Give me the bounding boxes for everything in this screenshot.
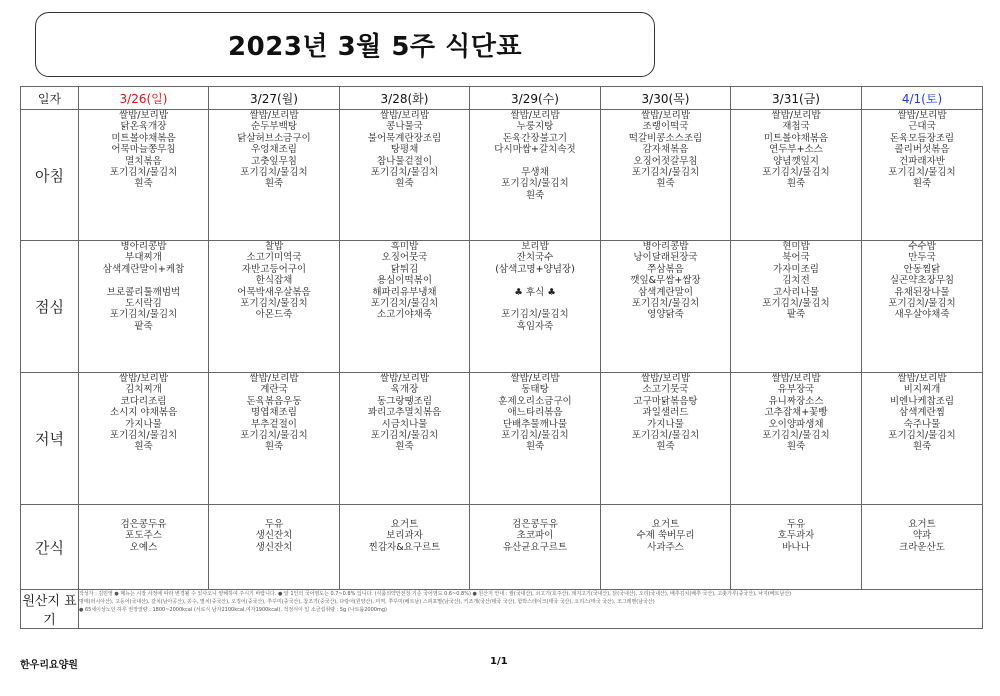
menu-item: 쌀밥/보리밥 [379, 373, 430, 384]
menu-item: 흰죽 [912, 178, 932, 190]
menu-item: 김치찌개 [125, 384, 162, 396]
menu-item: 명엽채조림 [251, 407, 297, 419]
menu-item: 영양닭죽 [647, 309, 684, 321]
origin-line: ● 65세이상노인 하루 권장열량 : 1800~2000kcal (서로식 남자2100kcal,여자1900kcal), 적정식이 일 소금섭취량 : 5g (나트륨2000mg) [79, 607, 387, 613]
snack-row [21, 505, 983, 590]
menu-item: 포도주스 [125, 530, 162, 542]
menu-item: 꽈리고추멸치볶음 [367, 407, 442, 419]
menu-item: 양념깻잎지 [773, 155, 819, 167]
morning-cell [340, 110, 470, 241]
menu-item: 쌀밥/보리밥 [379, 110, 430, 121]
menu-item: 단배추물깨나물 [502, 418, 568, 430]
menu-item: 포기김치/물김치 [501, 309, 569, 321]
dinner-cell [601, 373, 731, 505]
title-box [35, 12, 655, 77]
menu-item: 흰죽 [912, 441, 932, 453]
menu-item: 유부장국 [777, 384, 815, 396]
menu-item: 동태탕 [521, 384, 549, 396]
menu-item: 요거트 [908, 519, 936, 530]
menu-item: 쌀밥/보리밥 [771, 373, 821, 384]
menu-item: 호두과자 [777, 530, 815, 542]
menu-item: 검은콩두유 [120, 519, 167, 530]
menu-item: 닭온육개장 [120, 121, 167, 133]
menu-item: 쌀밥/보리밥 [118, 373, 169, 384]
menu-item: 해파리유부냉채 [372, 286, 437, 298]
dinner-cell [79, 373, 209, 505]
menu-item: 오이양파생채 [768, 418, 824, 430]
menu-item: 쌀밥/보리밥 [771, 110, 821, 121]
menu-item: 고구마닭볶음탕 [633, 395, 698, 407]
menu-item: 흰죽 [264, 178, 284, 190]
morning-cell [470, 110, 601, 241]
menu-item: 보리과자 [386, 530, 423, 542]
menu-item: 북어국 [782, 252, 810, 264]
menu-item: 삼색계란말이 [637, 286, 694, 298]
menu-item: 흰죽 [395, 178, 414, 190]
menu-item: 병아리콩밥 [120, 241, 167, 252]
menu-item: 쌀밥/보리밥 [510, 373, 560, 384]
menu-item: 흰죽 [134, 178, 153, 190]
menu-item: 과일샐러드 [642, 407, 689, 419]
menu-item: 고추잡채+꽃빵 [764, 407, 828, 419]
menu-item: 고춧잎무침 [251, 155, 297, 167]
menu-item: 부추겉절이 [251, 418, 297, 430]
lunch-row [21, 241, 983, 373]
menu-item: 요거트 [651, 519, 680, 530]
menu-item: 부대찌개 [125, 252, 162, 264]
menu-item: 쌀밥/보리밥 [897, 373, 947, 384]
menu-item: 포기김치/물김치 [888, 167, 956, 179]
menu-item: 오예스 [129, 541, 158, 553]
menu-item: 흰죽 [264, 441, 284, 453]
snack-cell [470, 505, 601, 590]
menu-item: 잔치국수 [516, 252, 554, 264]
menu-item: 감자채볶음 [642, 144, 689, 156]
menu-item: 조랭이떡국 [642, 121, 689, 133]
menu-item: 생신잔치 [255, 541, 293, 553]
menu-item: 크라운산도 [899, 541, 945, 553]
menu-item: 요거트 [390, 519, 419, 530]
dinner-cell [209, 373, 340, 505]
menu-item: 돈육모듬장조림 [889, 132, 955, 144]
day-header: 3/31(금) [731, 87, 862, 110]
menu-item: 건파래자반 [899, 155, 945, 167]
menu-item: 수제 쑥버무리 [636, 530, 695, 542]
morning-cell [601, 110, 731, 241]
menu-item: 소고기뭇국 [642, 384, 689, 396]
row-label-dinner: 저녁 [21, 373, 79, 505]
menu-item: 시금치나물 [381, 418, 428, 430]
origin-label: 원산지 표기 [21, 590, 79, 629]
menu-item: 훈제오리소금구이 [498, 395, 572, 407]
dinner-cell [340, 373, 470, 505]
menu-item: 숙주나물 [903, 418, 941, 430]
snack-cell [731, 505, 862, 590]
lunch-cell [209, 241, 340, 373]
menu-item: 오징어젓갈무침 [633, 155, 698, 167]
snack-cell [209, 505, 340, 590]
menu-item: 포기김치/물김치 [240, 430, 308, 442]
menu-item: 포기김치/물김치 [240, 167, 308, 179]
day-header: 3/28(화) [340, 87, 470, 110]
menu-item: 누룽지탕 [516, 121, 554, 133]
menu-item: 재첩국 [782, 121, 810, 133]
origin-line: 명태(러시아산), 고등어(국내산), 갈치(남아공산), 꽁수, 멸치(중국산), 오징어(중국산), 쭈꾸미(중국산), 참조기(중국산), 다랑어(원양산), 미역, 쭈꾸미(베트남) 스피포멸(남국산), 키조개(국산/태국 국산), 함박스테이크(태국 국산), 오리스(태국 국산), 조그레멘(남국산) [79, 599, 655, 605]
menu-item: 검은콩두유 [512, 519, 558, 530]
menu-item: 두유 [264, 519, 284, 530]
menu-item: 흑미밥 [390, 241, 419, 252]
morning-cell [79, 110, 209, 241]
menu-item: 가자미조림 [773, 263, 819, 275]
menu-item: 포기김치/물김치 [762, 430, 830, 442]
header-row [21, 87, 983, 110]
menu-item: 아몬드죽 [255, 309, 293, 321]
menu-item: 포기김치/물김치 [109, 430, 178, 442]
menu-item: 쌀밥/보리밥 [510, 110, 560, 121]
menu-item: 쌀밥/보리밥 [249, 110, 299, 121]
menu-item: 계란국 [260, 384, 288, 396]
dinner-cell [470, 373, 601, 505]
menu-item: 도시락김 [125, 298, 162, 310]
menu-item: 소시지 야채볶음 [109, 407, 178, 419]
menu-item: 가지나물 [125, 418, 162, 430]
menu-item: 쌀밥/보리밥 [118, 110, 169, 121]
menu-item: 포기김치/물김치 [762, 298, 830, 310]
menu-item: 비엔나케찹조림 [889, 395, 955, 407]
menu-item: 비지찌개 [903, 384, 941, 396]
footer-org: 한우리요양원 [20, 660, 78, 671]
menu-item: 새우살야채죽 [894, 309, 950, 321]
menu-item: 흰죽 [786, 441, 806, 453]
menu-item: 애느타리볶음 [507, 407, 563, 419]
dinner-row [21, 373, 983, 505]
menu-item: 자반고등어구이 [241, 263, 307, 275]
menu-item: 포기김치/물김치 [501, 178, 569, 190]
menu-item: 포기김치/물김치 [370, 167, 439, 179]
date-header-label: 일자 [21, 87, 79, 110]
menu-item: 실곤약초장무침 [889, 275, 955, 287]
row-label-lunch: 점심 [21, 241, 79, 373]
dinner-cell [862, 373, 983, 505]
menu-item: 현미밥 [782, 241, 810, 252]
menu-item: 미트볼야채볶음 [111, 132, 176, 144]
menu-item: 다시마쌈+갈치속젓 [494, 144, 576, 156]
menu-item: 병아리콩밥 [642, 241, 689, 252]
menu-item: 쌀밥/보리밥 [640, 110, 691, 121]
morning-cell [209, 110, 340, 241]
menu-item: 찐감자&요구르트 [368, 541, 441, 553]
menu-item: 만두국 [908, 252, 936, 264]
menu-item: 두유 [786, 519, 806, 530]
menu-item: 포기김치/물김치 [240, 298, 308, 310]
menu-item: 흰죽 [395, 441, 414, 453]
menu-item: 참나물겉절이 [376, 155, 433, 167]
menu-item: 포기김치/물김치 [501, 430, 569, 442]
menu-item: 떡갈비콩소스조림 [628, 132, 703, 144]
menu-item: 닭튀김 [390, 263, 419, 275]
menu-item: 동그랑땡조림 [376, 395, 433, 407]
menu-item [79, 275, 208, 286]
menu-item: 소고기미역국 [246, 252, 302, 264]
menu-item [470, 275, 600, 286]
day-header: 3/27(월) [209, 87, 340, 110]
menu-item: 육개장 [390, 384, 419, 396]
lunch-cell [79, 241, 209, 373]
menu-item: 수수밥 [908, 241, 936, 252]
menu-item: 콜리버섯볶음 [894, 144, 950, 156]
menu-item: 삼색계란말이+케찹 [102, 263, 185, 275]
menu-item [470, 298, 600, 309]
menu-item: 유산균요구르트 [502, 541, 568, 553]
menu-item: 탕평채 [390, 144, 419, 156]
menu-item: 흰죽 [656, 441, 675, 453]
menu-item: 순두부백탕 [251, 121, 297, 133]
day-header: 3/30(목) [601, 87, 731, 110]
menu-item: 찰밥 [264, 241, 284, 252]
menu-item: 쌀밥/보리밥 [249, 373, 299, 384]
menu-item: 포기김치/물김치 [370, 430, 439, 442]
menu-item: 연두부+소스 [769, 144, 823, 156]
menu-item: 쭈삼볶음 [647, 263, 684, 275]
menu-item: 포기김치/물김치 [762, 167, 830, 179]
menu-item: 돈육간장불고기 [502, 132, 568, 144]
menu-item: 흰죽 [525, 441, 545, 453]
menu-item: 포기김치/물김치 [888, 298, 956, 310]
snack-cell [862, 505, 983, 590]
menu-item: 삼색계란찜 [899, 407, 945, 419]
menu-item: 포기김치/물김치 [631, 298, 700, 310]
menu-item [470, 156, 600, 167]
lunch-cell [470, 241, 601, 373]
menu-item: 포기김치/물김치 [631, 430, 700, 442]
menu-item: 가지나물 [647, 418, 684, 430]
menu-item: 초코파이 [516, 530, 554, 542]
snack-cell [340, 505, 470, 590]
morning-cell [731, 110, 862, 241]
menu-item: 고사리나물 [773, 286, 819, 298]
menu-item: (삼색고명+양념장) [495, 263, 575, 275]
page-title: 2023년 3월 5주 식단표 [228, 32, 522, 62]
origin-line: 작성자 : 김민영 ● 메뉴는 시장 사정에 따라 변경될 수 있사오니 양해하여 주시기 바랍니다. ● 알 1인의 국어염도는 0.7~0.8% 입니다. (식품의약안전청 기준 국어염도 0.6~0.8%) ● 원산지 안내 : 쌀(국내산), 쇠고기(호주산), 돼지고기(국내산), 닭(국내산), 오리(국내산), 배추김치(배추 국산), 고춧가루(중국산), 낙지(베트남산) [79, 591, 792, 597]
menu-item: 흰죽 [786, 178, 806, 190]
snack-cell [601, 505, 731, 590]
menu-item: 포기김치/물김치 [631, 167, 700, 179]
morning-cell [862, 110, 983, 241]
menu-item: 유채된장나물 [894, 286, 950, 298]
lunch-cell [340, 241, 470, 373]
menu-item: 쌀밥/보리밥 [640, 373, 691, 384]
menu-item: 사과주스 [647, 541, 684, 553]
menu-item: 유니짜장소스 [768, 395, 824, 407]
menu-item: 근대국 [908, 121, 936, 133]
menu-item: 약과 [912, 530, 932, 542]
menu-item: ♣ 후식 ♣ [514, 286, 556, 298]
menu-item: 안동찜닭 [903, 263, 941, 275]
menu-item: 포기김치/물김치 [109, 309, 178, 321]
menu-item: 멸치볶음 [125, 155, 162, 167]
menu-item: 팥죽 [786, 309, 806, 321]
lunch-cell [862, 241, 983, 373]
menu-item: 낭이달래된장국 [633, 252, 698, 264]
snack-cell [79, 505, 209, 590]
menu-item: 우엉채조림 [251, 144, 297, 156]
footer-page: 1/1 [490, 656, 508, 667]
origin-row [21, 590, 983, 629]
menu-item: 쌀밥/보리밥 [897, 110, 947, 121]
morning-row [21, 110, 983, 241]
menu-item: 어묵박새우살볶음 [237, 286, 311, 298]
menu-item: 생신잔치 [255, 530, 293, 542]
origin-notes [79, 590, 983, 629]
menu-item: 김치전 [782, 275, 810, 287]
menu-item: 포기김치/물김치 [109, 167, 178, 179]
menu-item: 닭살허브소금구이 [237, 132, 311, 144]
menu-item: 돈육볶음우동 [246, 395, 302, 407]
menu-table [20, 86, 983, 629]
dinner-cell [731, 373, 862, 505]
menu-item: 무생채 [521, 167, 549, 179]
menu-item: 용심이떡볶이 [376, 275, 433, 287]
menu-item: 콩나물국 [386, 121, 423, 133]
menu-item: 흰죽 [134, 441, 153, 453]
menu-item: 팥죽 [134, 320, 153, 332]
row-label-morning: 아침 [21, 110, 79, 241]
menu-item: 한식잡채 [255, 275, 293, 287]
menu-item: 포기김치/물김치 [370, 298, 439, 310]
menu-item: 바나나 [782, 541, 810, 553]
menu-item: 어묵마늘쫑무침 [111, 144, 176, 156]
lunch-cell [601, 241, 731, 373]
menu-item: 불어묵계란장조림 [367, 132, 442, 144]
day-header: 3/26(일) [79, 87, 209, 110]
menu-item: 코다리조림 [120, 395, 167, 407]
menu-item: 흰죽 [525, 189, 545, 201]
menu-item: 포기김치/물김치 [888, 430, 956, 442]
menu-item: 소고기야채죽 [376, 309, 433, 321]
menu-item: 오징어뭇국 [381, 252, 428, 264]
day-header: 4/1(토) [862, 87, 983, 110]
row-label-snack: 간식 [21, 505, 79, 590]
menu-item: 미트볼야채볶음 [763, 132, 829, 144]
lunch-cell [731, 241, 862, 373]
menu-item: 흰죽 [656, 178, 675, 190]
menu-item: 브로콜리툴깨범벅 [106, 286, 181, 298]
menu-item: 보리밥 [521, 241, 549, 252]
day-header: 3/29(수) [470, 87, 601, 110]
menu-item: 깻잎&무쌈+쌈장 [630, 275, 701, 287]
menu-item: 흑임자죽 [516, 320, 554, 332]
